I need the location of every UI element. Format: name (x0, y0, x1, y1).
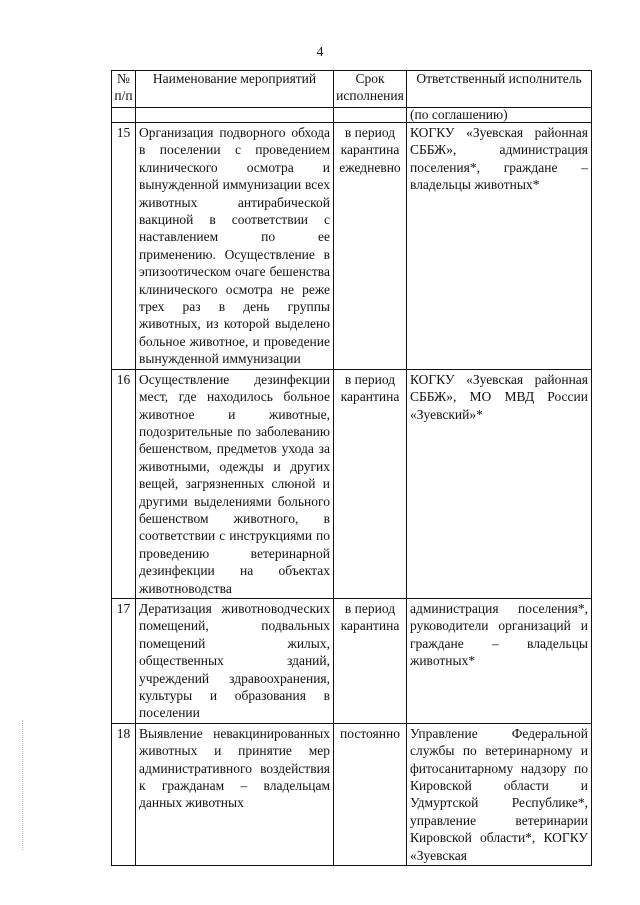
table-header-row (112, 71, 592, 108)
row-responsible: Управление Федеральной службы по ветеринарному и фитосанитарному надзору по Кировской области и Удмуртской Республике*, управление ветеринарии Кировской области*, КОГКУ «Зуевская (407, 723, 592, 865)
header-note: (по соглашению) (407, 108, 592, 123)
row-measure-name: Выявление невакцинированных животных и принятие мер административного воздействия к гражданам – владельцам данных животных (136, 723, 334, 865)
row-term: в период карантина ежедневно (334, 123, 407, 370)
table-row (112, 598, 592, 723)
table-row (112, 123, 592, 370)
row-responsible: администрация поселения*, руководители организаций и граждане – владельцы животных* (407, 598, 592, 723)
row-number: 16 (112, 369, 136, 598)
note-cell-term (334, 108, 407, 123)
measures-table (111, 70, 592, 866)
row-responsible: КОГКУ «Зуевская районная СББЖ», администрация поселения*, граждане – владельцы животных* (407, 123, 592, 370)
row-term: постоянно (334, 723, 407, 865)
row-responsible: КОГКУ «Зуевская районная СББЖ», МО МВД России «Зуевский»* (407, 369, 592, 598)
row-term: в период карантина (334, 598, 407, 723)
page-number: 4 (316, 45, 324, 60)
header-num: № п/п (112, 71, 136, 108)
table-row (112, 369, 592, 598)
row-term: в период карантина (334, 369, 407, 598)
row-number: 18 (112, 723, 136, 865)
header-note-row (112, 108, 592, 123)
header-term: Срок исполнения (334, 71, 407, 108)
header-name: Наименование мероприятий (136, 71, 334, 108)
row-measure-name: Организация подворного обхода в поселении с проведением клинического осмотра и вынужденной иммунизации всех животных антирабической вакциной в соответствии с наставлением по ее применению. Осуществление в эпизоотическом очаге бешенства клинического осмотра не реже трех раз в день группы животных, из которой выделено больное животное, и проведение вынужденной иммунизации (136, 123, 334, 370)
header-responsible: Ответственный исполнитель (407, 71, 592, 108)
scan-margin-mark (22, 720, 24, 850)
row-measure-name: Осуществление дезинфекции мест, где находилось больное животное и животные, подозрительные по заболеванию бешенством, предметов ухода за животными, одежды и других вещей, загрязненных слюной и другими выделениями больного бешенством животного, в соответствии с инструкциями по проведению ветеринарной дезинфекции на объектах животноводства (136, 369, 334, 598)
row-measure-name: Дератизация животноводческих помещений, подвальных помещений жилых, общественных зданий, учреждений здравоохранения, культуры и образования в поселении (136, 598, 334, 723)
note-cell-name (136, 108, 334, 123)
row-number: 15 (112, 123, 136, 370)
row-number: 17 (112, 598, 136, 723)
table-row (112, 723, 592, 865)
note-cell-num (112, 108, 136, 123)
